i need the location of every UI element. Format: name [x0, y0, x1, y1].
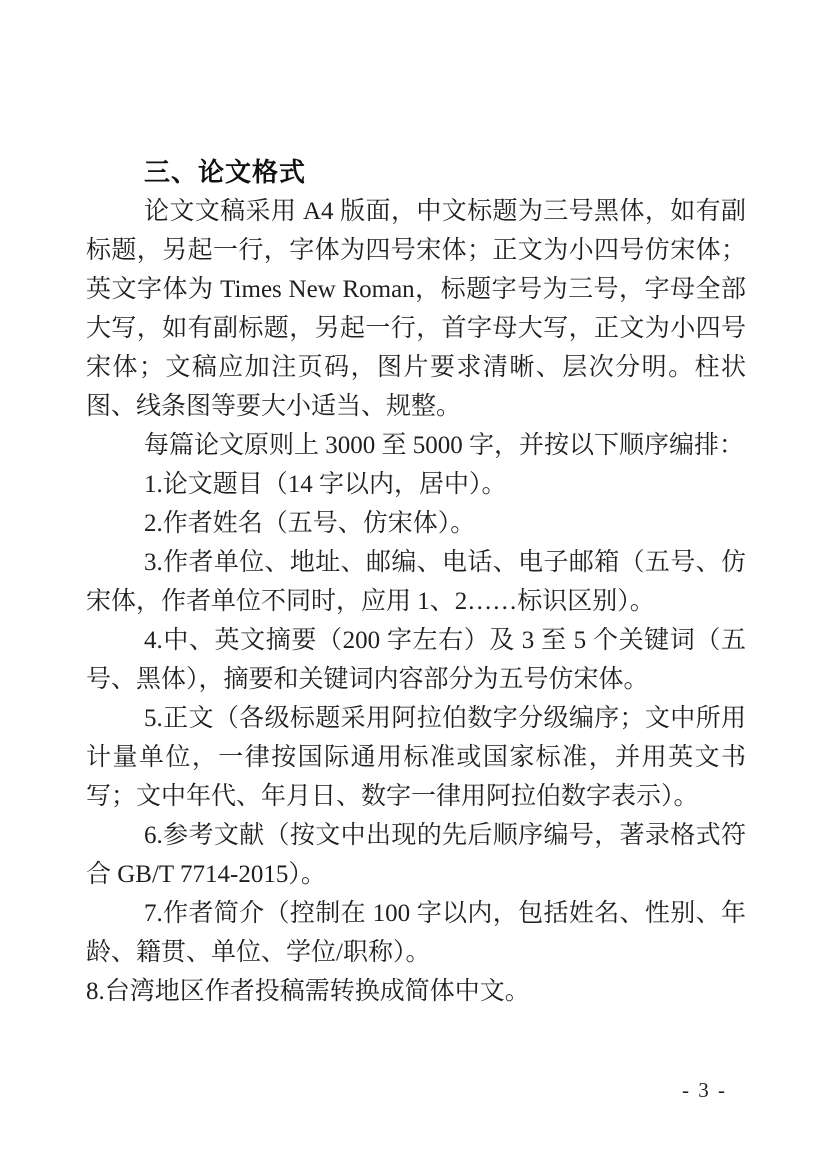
section-heading: 三、论文格式 [144, 157, 307, 187]
list-item-6-references: 6.参考文献（按文中出现的先后顺序编号，著录格式符合 GB/T 7714-2015）。 [86, 822, 746, 888]
paragraph-word-count: 每篇论文原则上 3000 至 5000 字，并按以下顺序编排： [144, 432, 745, 459]
paragraph-intro: 论文文稿采用 A4 版面，中文标题为三号黑体，如有副标题，另起一行，字体为四号宋体；正文为小四号仿宋体；英文字体为 Times New Roman，标题字号为三号，字母全部大写，如有副标题，另起一行，首字母大写，正文为小四号宋体；文稿应加注页码，图片要求清晰、层次分明。柱状图、线条图等要大小适当、规整。 [86, 198, 746, 420]
list-item-5-main-text: 5.正文（各级标题采用阿拉伯数字分级编序；文中所用计量单位，一律按国际通用标准或国家标准，并用英文书写；文中年代、年月日、数字一律用阿拉伯数字表示）。 [86, 705, 746, 810]
list-item-3-affiliation: 3.作者单位、地址、邮编、电话、电子邮箱（五号、仿宋体，作者单位不同时，应用 1、2……标识区别）。 [86, 549, 746, 615]
page-number: - 3 - [682, 1078, 727, 1102]
body-text [86, 192, 746, 1011]
list-item-7-author-bio: 7.作者简介（控制在 100 字以内，包括姓名、性别、年龄、籍贯、单位、学位/职称）。 [86, 900, 746, 966]
list-item-8-taiwan-note: 8.台湾地区作者投稿需转换成简体中文。 [86, 978, 530, 1005]
list-item-2-author-name: 2.作者姓名（五号、仿宋体）。 [144, 510, 476, 537]
list-item-1-title: 1.论文题目（14 字以内，居中）。 [144, 471, 507, 498]
list-item-4-abstract: 4.中、英文摘要（200 字左右）及 3 至 5 个关键词（五号、黑体），摘要和关键词内容部分为五号仿宋体。 [86, 627, 746, 693]
document-content [86, 152, 746, 1011]
